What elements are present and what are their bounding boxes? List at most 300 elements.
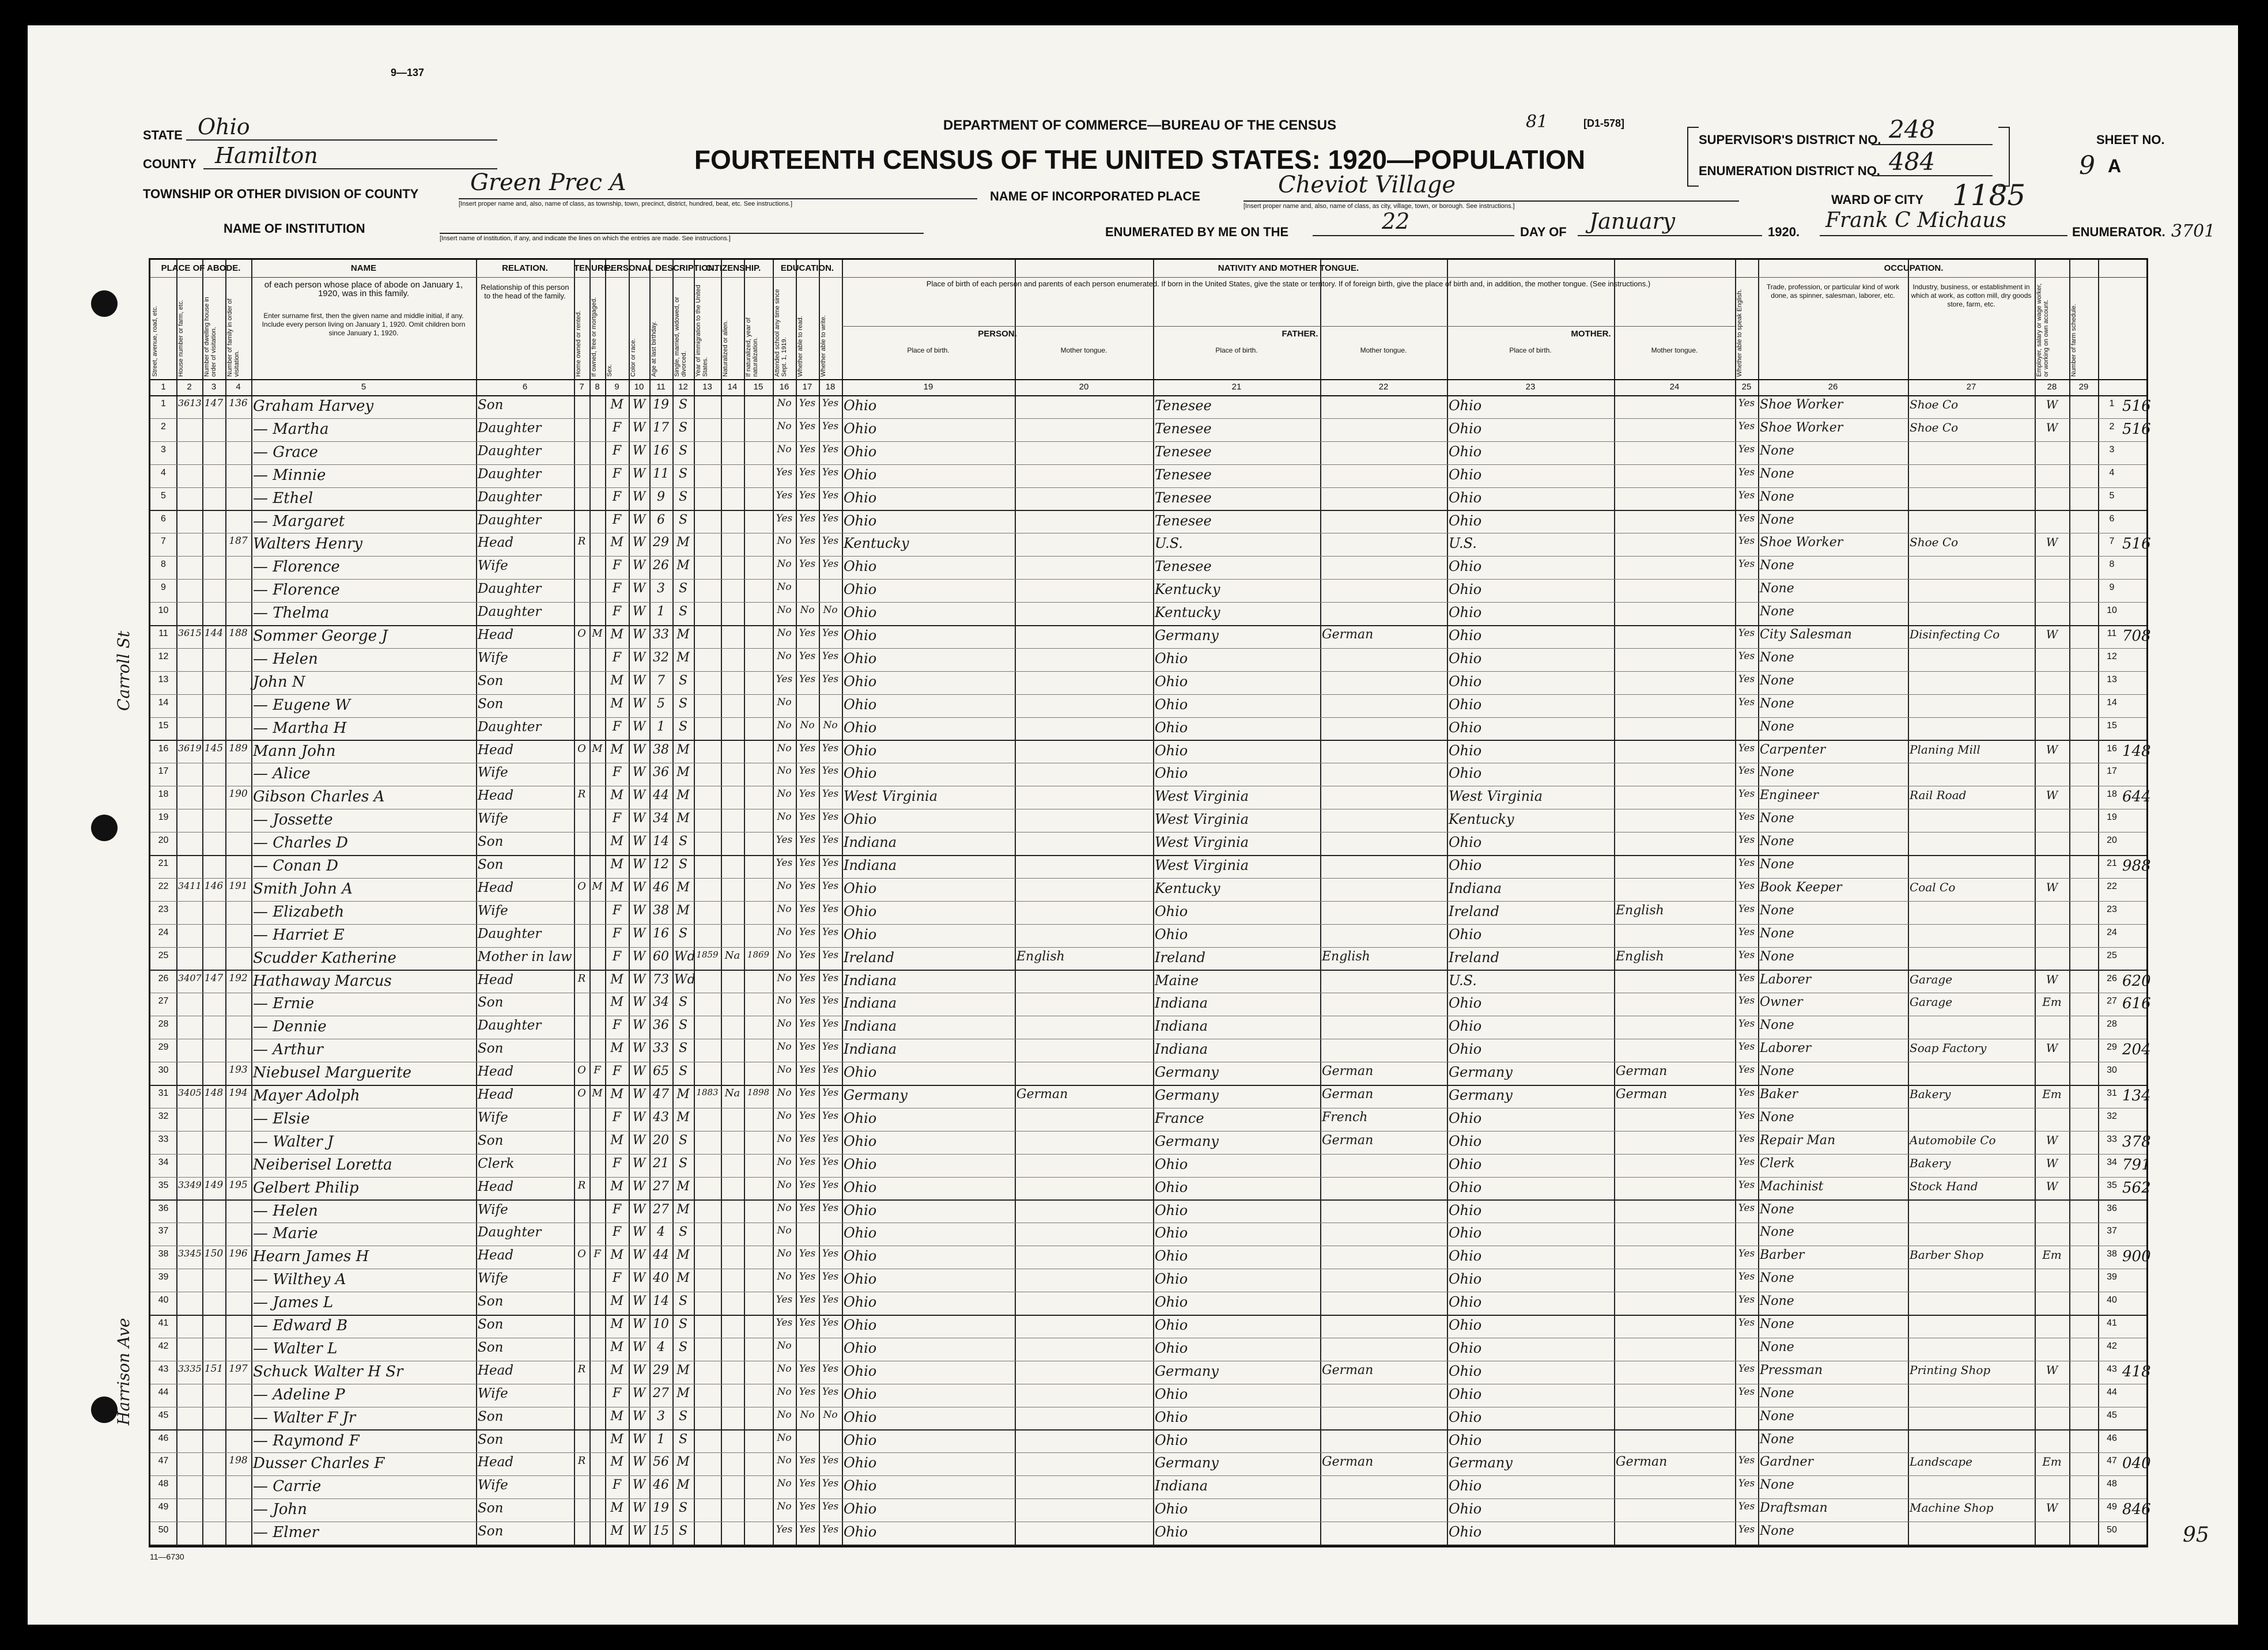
cell-name: — Florence: [253, 558, 340, 576]
group-rule: [574, 277, 605, 278]
cell-natyr: 1869: [747, 949, 770, 960]
cell-ms: M: [676, 1363, 690, 1377]
institution-field: [440, 220, 924, 234]
table-row: [150, 579, 2146, 603]
table-row: [150, 671, 2146, 695]
cell-race: W: [632, 972, 646, 987]
cell-eng: Yes: [1738, 1248, 1755, 1260]
cell-pob: Ohio: [844, 903, 877, 919]
margin-code: 418: [2122, 1363, 2151, 1380]
cell-ms: M: [676, 1455, 690, 1470]
cell-sch: No: [777, 420, 792, 432]
table-row: [150, 1177, 2151, 1201]
table-row: [150, 1062, 2146, 1086]
margin-code: 644: [2122, 788, 2151, 806]
column-header-22: Mother tongue.: [1360, 346, 1407, 354]
cell-ind: Shoe Co: [1910, 420, 1959, 434]
cell-emp: W: [2046, 1041, 2058, 1055]
institution-label: NAME OF INSTITUTION: [224, 221, 365, 236]
cell-ms: S: [678, 1317, 688, 1331]
cell-own: R: [577, 1363, 586, 1375]
group-header: PLACE OF ABODE.: [161, 263, 241, 273]
cell-sch: No: [777, 1432, 792, 1444]
cell-write: Yes: [822, 1455, 839, 1467]
cell-own: R: [577, 972, 586, 985]
cell-race: W: [632, 443, 646, 458]
line-number-right: 47: [2107, 1456, 2117, 1466]
cell-pob: Ohio: [844, 627, 877, 644]
cell-rel: Daughter: [478, 420, 542, 436]
enum-month: January: [1589, 209, 1676, 234]
cell-fpob: Ohio: [1155, 926, 1188, 943]
cell-ms: S: [678, 1432, 688, 1447]
cell-race: W: [632, 857, 646, 872]
cell-mpob: Ohio: [1449, 1041, 1482, 1058]
street-margin-note: Harrison Ave: [114, 1318, 133, 1425]
cell-name: — Wilthey A: [253, 1271, 346, 1289]
cell-sch: Yes: [776, 466, 793, 478]
cell-mort: F: [594, 1064, 601, 1077]
cell-sex: M: [610, 1133, 623, 1148]
table-row: [150, 441, 2146, 465]
line-number-right: 30: [2107, 1065, 2117, 1076]
cell-read: Yes: [799, 1386, 816, 1398]
cell-rel: Daughter: [478, 926, 542, 941]
cell-own: R: [577, 535, 586, 548]
cell-race: W: [632, 1156, 646, 1171]
cell-fpob: Ohio: [1155, 1432, 1188, 1448]
incorporated-label: NAME OF INCORPORATED PLACE: [990, 189, 1201, 203]
cell-house: 3335: [178, 1363, 202, 1374]
cell-sex: M: [610, 1041, 623, 1056]
cell-eng: Yes: [1738, 788, 1755, 800]
cell-eng: Yes: [1738, 1317, 1755, 1329]
line-number-right: 49: [2107, 1502, 2117, 1512]
cell-sch: No: [777, 1386, 792, 1398]
cell-write: Yes: [822, 742, 839, 754]
department-title: DEPARTMENT OF COMMERCE—BUREAU OF THE CENSUS: [943, 118, 1337, 133]
cell-fpob: Maine: [1155, 972, 1199, 989]
cell-name: — Adeline P: [253, 1386, 345, 1403]
cell-mpob: Ohio: [1449, 1271, 1482, 1288]
cell-age: 29: [653, 1363, 669, 1377]
column-number: 11: [656, 382, 666, 392]
column-number: 9: [614, 382, 619, 392]
cell-occ: None: [1760, 1386, 1794, 1401]
cell-fpob: Ohio: [1155, 1294, 1188, 1311]
cell-fpob: France: [1155, 1110, 1204, 1126]
cell-pob: Ohio: [844, 1432, 877, 1448]
cell-sch: No: [777, 627, 792, 639]
cell-race: W: [632, 788, 646, 803]
cell-age: 33: [653, 627, 669, 642]
cell-ms: S: [678, 466, 688, 481]
cell-age: 56: [653, 1455, 669, 1470]
cell-eng: Yes: [1738, 1202, 1755, 1214]
cell-race: W: [632, 1064, 646, 1079]
cell-age: 36: [653, 765, 669, 780]
cell-fpob: Ohio: [1155, 1317, 1188, 1333]
cell-age: 47: [653, 1087, 669, 1102]
cell-pob: Ohio: [844, 650, 877, 667]
cell-read: Yes: [799, 926, 816, 938]
cell-mort: M: [592, 627, 603, 639]
cell-pob: Ohio: [844, 1501, 877, 1517]
cell-ms: S: [678, 696, 688, 711]
cell-read: Yes: [799, 1524, 816, 1536]
cell-occ: None: [1760, 1409, 1794, 1424]
line-number-right: 31: [2107, 1088, 2117, 1098]
cell-write: No: [823, 604, 838, 616]
cell-ms: S: [678, 719, 688, 734]
cell-race: W: [632, 1087, 646, 1102]
cell-write: Yes: [822, 1363, 839, 1375]
cell-race: W: [632, 995, 646, 1010]
margin-code: 616: [2122, 995, 2151, 1013]
cell-occ: None: [1760, 1524, 1794, 1539]
column-number: 3: [211, 382, 217, 392]
cell-ms: S: [678, 443, 688, 458]
column-number: 7: [579, 382, 584, 392]
table-row: [150, 1039, 2151, 1062]
cell-eng: Yes: [1738, 673, 1755, 685]
cell-fpob: Indiana: [1155, 1018, 1208, 1035]
cell-read: Yes: [799, 443, 816, 455]
cell-race: W: [632, 1179, 646, 1194]
cell-fpob: Ohio: [1155, 765, 1188, 782]
cell-race: W: [632, 1225, 646, 1240]
cell-read: Yes: [799, 765, 816, 777]
cell-read: Yes: [799, 880, 816, 892]
line-number-right: 17: [2107, 766, 2117, 777]
cell-rel: Son: [478, 398, 504, 412]
cell-name: Schuck Walter H Sr: [253, 1363, 403, 1380]
cell-sex: M: [610, 1087, 623, 1102]
cell-sch: No: [777, 1041, 792, 1053]
line-number-right: 5: [2109, 490, 2115, 501]
cell-eng: Yes: [1738, 1110, 1755, 1122]
cell-write: Yes: [822, 811, 839, 823]
cell-fpob: Ohio: [1155, 1409, 1188, 1425]
cell-age: 38: [653, 903, 669, 918]
cell-write: Yes: [822, 466, 839, 478]
cell-pob: Ohio: [844, 1478, 877, 1494]
table-row: [150, 901, 2146, 925]
cell-race: W: [632, 1339, 646, 1354]
cell-sch: No: [777, 1156, 792, 1168]
column-header-26: Trade, profession, or particular kind of work done, as spinner, salesman, laborer, etc.: [1766, 283, 1900, 300]
cell-own: O: [577, 1248, 586, 1261]
cell-age: 27: [653, 1179, 669, 1194]
cell-rel: Daughter: [478, 719, 542, 735]
margin-code: 562: [2122, 1179, 2151, 1197]
cell-eng: Yes: [1738, 972, 1755, 984]
margin-code: 204: [2122, 1041, 2151, 1059]
group-header: NATIVITY AND MOTHER TONGUE.: [1218, 263, 1359, 273]
line-number-right: 44: [2107, 1387, 2117, 1397]
table-row: [150, 533, 2151, 557]
year-label: 1920.: [1768, 225, 1800, 239]
cell-name: Neiberisel Loretta: [253, 1156, 392, 1174]
cell-sex: F: [612, 1156, 622, 1171]
incorporated-note: [Insert proper name and, also, name of class, as city, village, town, or borough. See instructions.]: [1243, 203, 1515, 210]
cell-mpob: Ohio: [1449, 398, 1482, 414]
cell-sch: Yes: [776, 1294, 793, 1306]
cell-sex: M: [610, 1363, 623, 1377]
cell-rel: Daughter: [478, 512, 542, 528]
cell-pob: Ohio: [844, 604, 877, 621]
cell-pob: Ohio: [844, 719, 877, 736]
cell-fpob: Kentucky: [1155, 880, 1220, 896]
census-sheet: [28, 25, 2238, 1625]
cell-ms: M: [676, 742, 690, 757]
margin-code: 148: [2122, 742, 2151, 760]
cell-read: Yes: [799, 398, 816, 409]
cell-fam: 190: [229, 788, 248, 800]
cell-mmt: German: [1616, 1087, 1668, 1102]
cell-write: Yes: [822, 443, 839, 455]
cell-ind: Stock Hand: [1910, 1179, 1978, 1193]
cell-house: 3345: [178, 1248, 202, 1259]
line-number-right: 50: [2107, 1525, 2117, 1535]
cell-nat: Na: [724, 949, 740, 962]
column-number: 2: [187, 382, 192, 392]
cell-ind: Coal Co: [1910, 880, 1956, 894]
cell-sch: No: [777, 1110, 792, 1122]
cell-name: — James L: [253, 1294, 334, 1312]
cell-sch: No: [777, 880, 792, 892]
cell-rel: Head: [478, 1064, 514, 1080]
cell-ms: S: [678, 420, 688, 435]
cell-eng: Yes: [1738, 535, 1755, 547]
cell-rel: Son: [478, 1432, 504, 1447]
cell-mpob: Ohio: [1449, 995, 1482, 1012]
cell-eng: Yes: [1738, 1524, 1755, 1536]
cell-race: W: [632, 1409, 646, 1424]
line-number: 50: [158, 1525, 169, 1535]
cell-race: W: [632, 1271, 646, 1286]
table-row: [150, 1338, 2146, 1361]
cell-mpob: Ohio: [1449, 1156, 1482, 1172]
cell-name: Gibson Charles A: [253, 788, 385, 806]
cell-sex: F: [612, 765, 622, 780]
cell-rel: Son: [478, 834, 504, 850]
cell-sex: F: [612, 466, 622, 481]
cell-sch: No: [777, 719, 792, 731]
cell-mpob: Ohio: [1449, 765, 1482, 782]
cell-sch: No: [777, 1018, 792, 1030]
table-row: [150, 855, 2151, 879]
cell-sex: M: [610, 696, 623, 711]
cell-pob: West Virginia: [844, 788, 938, 805]
cell-ms: M: [676, 1386, 690, 1401]
cell-age: 21: [653, 1156, 669, 1171]
cell-emp: W: [2046, 420, 2058, 434]
cell-occ: Carpenter: [1760, 742, 1826, 757]
cell-eng: Yes: [1738, 742, 1755, 754]
cell-rel: Daughter: [478, 489, 542, 505]
cell-name: — Elmer: [253, 1524, 319, 1542]
cell-age: 10: [653, 1317, 669, 1331]
cell-sex: M: [610, 535, 623, 550]
cell-eng: Yes: [1738, 650, 1755, 662]
cell-name: — Jossette: [253, 811, 333, 829]
cell-emp: W: [2046, 535, 2058, 550]
cell-name: — Arthur: [253, 1041, 323, 1059]
cell-sch: No: [777, 1339, 792, 1352]
column-header-12: Single, married, widowed, or divorced.: [674, 297, 687, 377]
cell-race: W: [632, 1455, 646, 1470]
township-label: TOWNSHIP OR OTHER DIVISION OF COUNTY: [143, 187, 419, 201]
cell-fpob: Germany: [1155, 1133, 1219, 1149]
cell-fmt: German: [1322, 1087, 1374, 1102]
cell-rel: Wife: [478, 811, 508, 827]
cell-write: Yes: [822, 880, 839, 892]
line-number: 33: [158, 1134, 169, 1144]
cell-read: Yes: [799, 1478, 816, 1490]
table-row: [150, 1154, 2151, 1178]
cell-eng: Yes: [1738, 512, 1755, 524]
cell-name: — Minnie: [253, 466, 326, 484]
line-number-right: 2: [2109, 421, 2115, 432]
line-number-right: 42: [2107, 1341, 2117, 1351]
margin-code: 708: [2122, 627, 2151, 645]
cell-fam: 136: [229, 398, 248, 409]
line-number: 44: [158, 1387, 169, 1397]
cell-emp: Em: [2042, 1455, 2062, 1469]
cell-mpob: U.S.: [1449, 535, 1477, 552]
margin-code: 791: [2122, 1156, 2151, 1174]
margin-code: 516: [2122, 535, 2151, 553]
margin-code: 900: [2122, 1248, 2151, 1266]
table-row: [150, 924, 2146, 948]
cell-sch: Yes: [776, 834, 793, 846]
table-row: [150, 1085, 2151, 1108]
cell-pob: Indiana: [844, 1041, 897, 1058]
margin-code: 378: [2122, 1133, 2151, 1151]
cell-rel: Mother in law: [478, 949, 572, 964]
cell-race: W: [632, 673, 646, 688]
table-row: [150, 1292, 2146, 1316]
cell-rel: Son: [478, 995, 504, 1011]
ward-value: 1185: [1952, 179, 2026, 212]
line-number: 42: [158, 1341, 169, 1351]
cell-nat: Na: [724, 1087, 740, 1099]
column-header-1: Street, avenue, road, etc.: [152, 305, 158, 377]
cell-fmt: German: [1322, 1363, 1374, 1377]
cell-eng: Yes: [1738, 1501, 1755, 1513]
group-header: CITIZENSHIP.: [705, 263, 761, 273]
cell-occ: Draftsman: [1760, 1501, 1828, 1516]
line-number: 37: [158, 1226, 169, 1236]
cell-sch: No: [777, 1501, 792, 1513]
cell-read: Yes: [799, 512, 816, 524]
table-row: [150, 418, 2151, 442]
cell-sch: No: [777, 398, 792, 409]
name-column-header: of each person whose place of abode on January 1, 1920, was in this family.: [264, 280, 463, 298]
cell-sex: M: [610, 880, 623, 895]
cell-write: Yes: [822, 1271, 839, 1283]
cell-mort: M: [592, 742, 603, 755]
cell-occ: Owner: [1760, 995, 1803, 1010]
cell-read: Yes: [799, 1110, 816, 1122]
cell-rel: Son: [478, 1317, 504, 1332]
line-number: 39: [158, 1272, 169, 1282]
cell-mpob: Ohio: [1449, 466, 1482, 483]
cell-mmt: English: [1616, 903, 1664, 918]
line-number: 5: [161, 490, 166, 501]
cell-ms: S: [678, 512, 688, 527]
cell-eng: Yes: [1738, 811, 1755, 823]
cell-sch: No: [777, 1363, 792, 1375]
column-number: 25: [1741, 382, 1752, 392]
line-number-right: 10: [2107, 605, 2117, 616]
cell-occ: Book Keeper: [1760, 880, 1842, 895]
group-header: OCCUPATION.: [1884, 263, 1944, 273]
cell-emp: Em: [2042, 995, 2062, 1009]
cell-rel: Son: [478, 696, 504, 712]
cell-write: Yes: [822, 1133, 839, 1145]
cell-rel: Head: [478, 1455, 514, 1470]
cell-sch: No: [777, 443, 792, 455]
cell-sex: M: [610, 857, 623, 872]
cell-sex: F: [612, 1110, 622, 1125]
line-number: 17: [158, 766, 169, 777]
cell-fpob: Kentucky: [1155, 604, 1220, 621]
cell-fmt: German: [1322, 627, 1374, 642]
cell-age: 73: [653, 972, 669, 987]
cell-age: 9: [657, 489, 665, 504]
cell-age: 34: [653, 811, 669, 826]
cell-mpob: Ohio: [1449, 1339, 1482, 1356]
cell-mpob: Ohio: [1449, 512, 1482, 529]
line-number-right: 33: [2107, 1134, 2117, 1144]
cell-ms: S: [678, 1409, 688, 1424]
cell-ms: S: [678, 1294, 688, 1309]
line-number: 14: [158, 697, 169, 707]
cell-fpob: Tenesee: [1155, 443, 1212, 460]
cell-age: 33: [653, 1041, 669, 1056]
cell-mpob: Ohio: [1449, 719, 1482, 736]
cell-rel: Son: [478, 1133, 504, 1148]
cell-ms: S: [678, 604, 688, 619]
table-row: [150, 1522, 2146, 1546]
column-number: 6: [522, 382, 528, 392]
column-number: 8: [595, 382, 600, 392]
cell-occ: None: [1760, 857, 1794, 872]
line-number-right: 45: [2107, 1410, 2117, 1420]
line-number-right: 15: [2107, 720, 2117, 731]
cell-pob: Ohio: [844, 1317, 877, 1333]
cell-mpob: Ohio: [1449, 1386, 1482, 1402]
cell-occ: None: [1760, 466, 1794, 481]
cell-fam: 187: [229, 535, 248, 547]
cell-pob: Ohio: [844, 1455, 877, 1471]
line-number-right: 9: [2109, 582, 2115, 593]
cell-read: Yes: [799, 1248, 816, 1260]
enum-day-field: [1313, 209, 1514, 236]
cell-occ: Laborer: [1760, 972, 1812, 987]
cell-write: Yes: [822, 995, 839, 1007]
cell-sch: No: [777, 1248, 792, 1260]
cell-sch: No: [777, 742, 792, 754]
cell-fpob: Indiana: [1155, 995, 1208, 1012]
cell-own: O: [577, 1087, 586, 1099]
cell-emp: W: [2046, 1363, 2058, 1377]
cell-age: 6: [657, 512, 665, 527]
cell-write: Yes: [822, 535, 839, 547]
enumerator-name: Frank C Michaus: [1825, 209, 2006, 232]
